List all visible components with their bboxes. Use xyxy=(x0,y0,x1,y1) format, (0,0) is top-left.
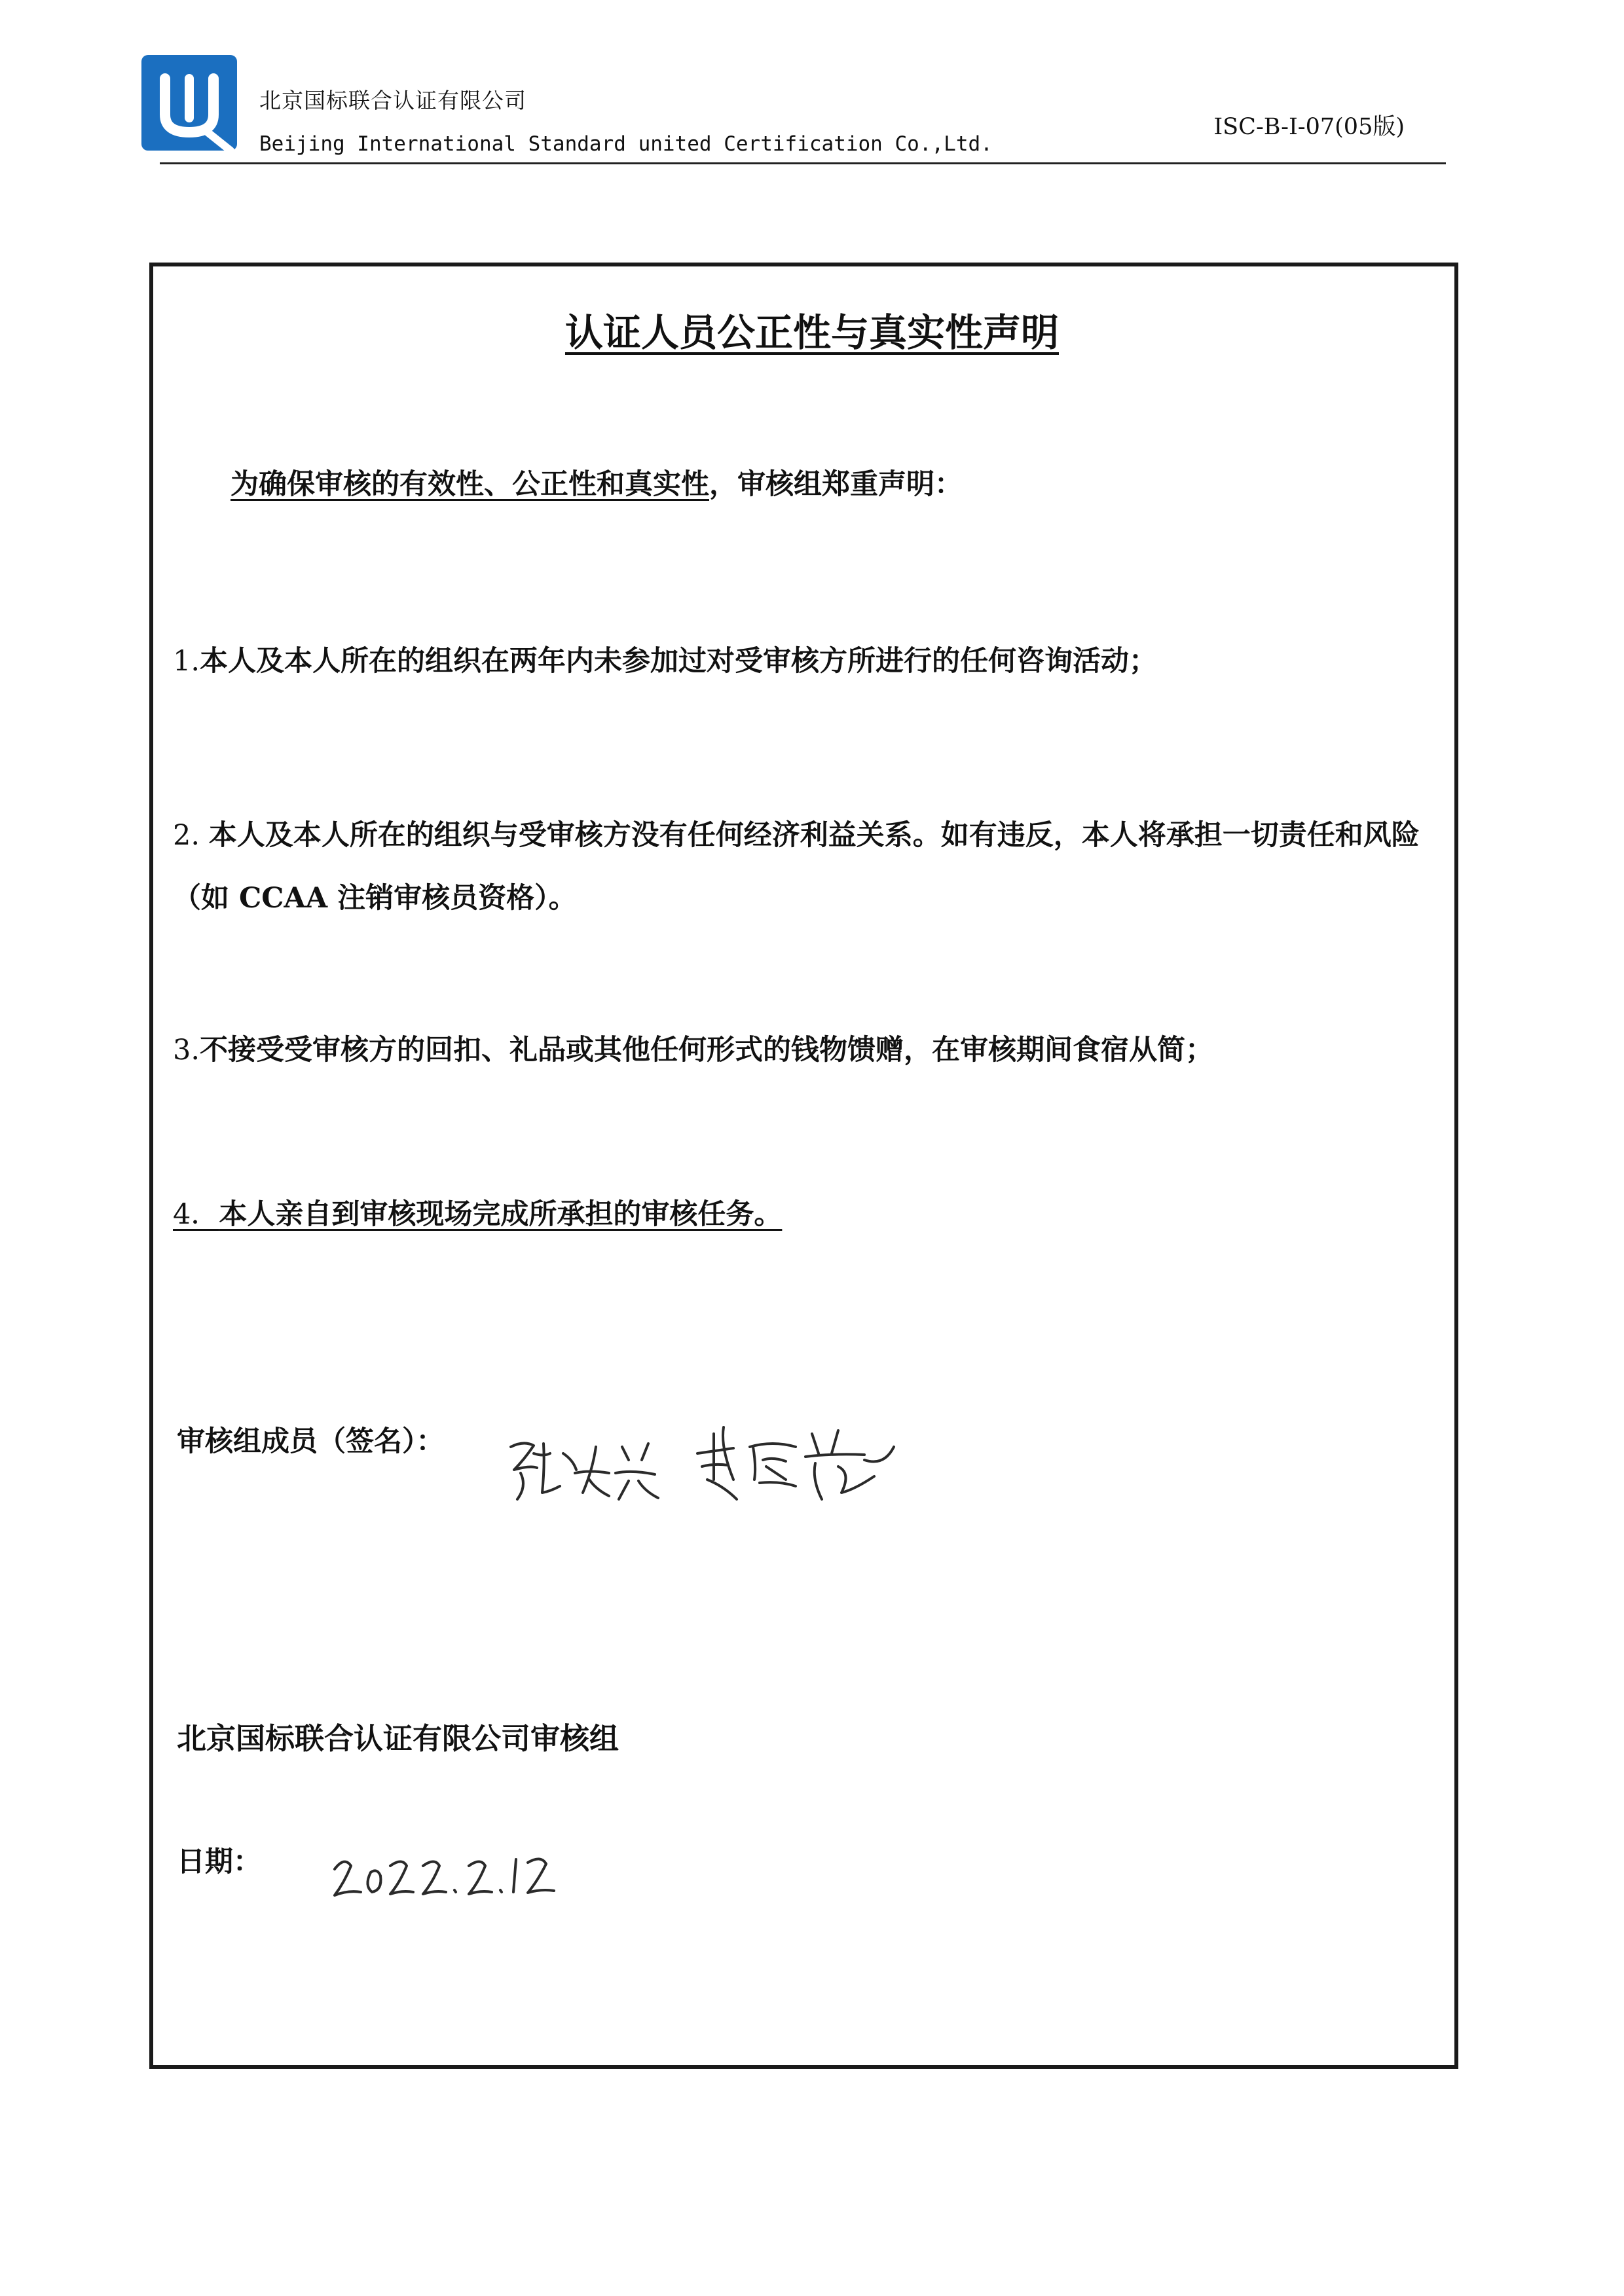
header-divider xyxy=(160,162,1446,164)
signature-2 xyxy=(697,1427,894,1499)
intro-rest-text: ，审核组郑重声明： xyxy=(709,468,963,501)
form-code: ISC-B-I-07(05版) xyxy=(1213,114,1405,140)
clause-text: 本人及本人所在的组织与受审核方没有任何经济利益关系。如有违反，本人将承担一切责任和风险（如 CCAA 注销审核员资格）。 xyxy=(173,819,1420,915)
handwritten-date xyxy=(325,1830,574,1902)
date-handwriting xyxy=(325,1830,574,1902)
company-name-cn: 北京国标联合认证有限公司 xyxy=(259,88,526,113)
clause-number: 4． xyxy=(173,1198,219,1231)
clause-2 xyxy=(173,804,1450,930)
clause-4 xyxy=(173,1194,782,1236)
date-label: 日期： xyxy=(177,1846,261,1878)
document-frame xyxy=(149,263,1458,2069)
signature-1 xyxy=(511,1443,658,1499)
clause-text: 本人及本人所在的组织在两年内未参加过对受审核方所进行的任何咨询活动； xyxy=(200,645,1158,678)
clause-text: 本人亲自到审核现场完成所承担的审核任务。 xyxy=(219,1198,783,1231)
document-title-text: 认证人员公正性与真实性声明 xyxy=(564,310,1059,355)
clause-number: 3. xyxy=(173,1034,200,1066)
signature-handwriting xyxy=(498,1408,904,1506)
logo-mark-icon xyxy=(139,52,244,157)
intro-statement xyxy=(231,464,963,506)
intro-underlined-text: 为确保审核的有效性、公正性和真实性 xyxy=(231,468,709,501)
company-logo xyxy=(139,52,244,157)
document-title xyxy=(0,302,1624,357)
signers-label: 审核组成员（签名）： xyxy=(177,1425,445,1458)
clause-3 xyxy=(173,1029,1213,1072)
audit-team-name: 北京国标联合认证有限公司审核组 xyxy=(177,1721,619,1756)
clause-number: 1. xyxy=(173,645,200,678)
signatures xyxy=(498,1408,904,1506)
clause-text: 不接受受审核方的回扣、礼品或其他任何形式的钱物馈赠，在审核期间食宿从简； xyxy=(200,1034,1214,1066)
clause-1 xyxy=(173,640,1157,683)
company-name-en: Beijing International Standard united Certification Co.,Ltd. xyxy=(259,132,993,156)
clause-number: 2. xyxy=(173,819,209,852)
